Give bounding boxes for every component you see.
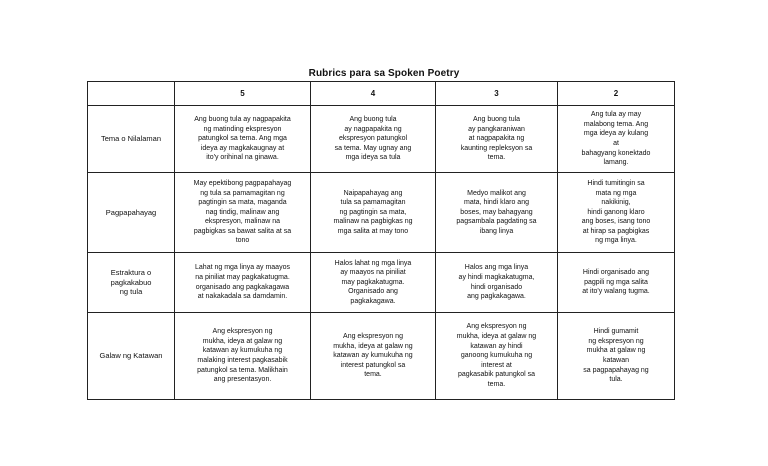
rubric-title: Rubrics para sa Spoken Poetry: [308, 68, 460, 79]
header-score-3: 3: [436, 82, 558, 106]
rubric-cell: Ang ekspresyon ng mukha, ideya at galaw ng katawan ay kumukuha ng malaking interest pagkasabik patungkol sa tema. Malikhain ang presentasyon.: [175, 313, 311, 400]
header-criterion: [88, 82, 175, 106]
rubric-cell: Hindi tumitingin sa mata ng mga nakikinig, hindi ganong klaro ang boses, isang tono at hirap sa pagbigkas ng mga linya.: [558, 173, 675, 253]
table-row: [88, 173, 675, 253]
rubric-cell: May epektibong pagpapahayag ng tula sa pamamagitan ng pagtingin sa mata, maganda nag tindig, malinaw ang ekspresyon, malinaw na pagbigkas sa bawat salita at sa tono: [175, 173, 311, 253]
rubric-cell: Ang ekspresyon ng mukha, ideya at galaw ng katawan ay kumukuha ng interest patungkol sa tema.: [311, 313, 436, 400]
table-row: [88, 106, 675, 173]
rubric-cell: Ang buong tula ay nagpapakita ng matinding ekspresyon patungkol sa tema. Ang mga ideya ay magkakaugnay at ito'y orihinal na ginawa.: [175, 106, 311, 173]
header-row: [88, 82, 675, 106]
rubric-cell: Ang buong tula ay pangkaraniwan at nagpapakita ng kaunting repleksyon sa tema.: [436, 106, 558, 173]
table-row: [88, 253, 675, 313]
rubric-cell: Hindi gumamit ng ekspresyon ng mukha at galaw ng katawan sa pagpapahayag ng tula.: [558, 313, 675, 400]
header-score-5: 5: [175, 82, 311, 106]
rubric-cell: Halos ang mga linya ay hindi magkakatugma, hindi organisado ang pagkakagawa.: [436, 253, 558, 313]
criterion-label: Pagpapahayag: [88, 173, 175, 253]
criterion-label: Tema o Nilalaman: [88, 106, 175, 173]
rubric-cell: Ang ekspresyon ng mukha, ideya at galaw ng katawan ay hindi ganoong kumukuha ng interest at pagkasabik patungkol sa tema.: [436, 313, 558, 400]
header-score-4: 4: [311, 82, 436, 106]
header-score-2: 2: [558, 82, 675, 106]
rubric-cell: Lahat ng mga linya ay maayos na piniliat may pagkakatugma. organisado ang pagkakagawa at nakakadala sa damdamin.: [175, 253, 311, 313]
rubric-cell: Medyo malikot ang mata, hindi klaro ang boses, may bahagyang pagsambala pagdating sa ibang linya: [436, 173, 558, 253]
rubric-cell: Naipapahayag ang tula sa pamamagitan ng pagtingin sa mata, malinaw na pagbigkas ng mga salita at may tono: [311, 173, 436, 253]
rubric-cell: Hindi organisado ang pagpili ng mga salita at ito'y walang tugma.: [558, 253, 675, 313]
criterion-label: Galaw ng Katawan: [88, 313, 175, 400]
rubric-cell: Ang tula ay may malabong tema. Ang mga ideya ay kulang at bahagyang konektado lamang.: [558, 106, 675, 173]
table-row: [88, 313, 675, 400]
rubric-cell: Halos lahat ng mga linya ay maayos na piniliat may pagkakatugma. Organisado ang pagkakagawa.: [311, 253, 436, 313]
criterion-label: Estraktura o pagkakabuo ng tula: [88, 253, 175, 313]
rubric-cell: Ang buong tula ay nagpapakita ng ekspresyon patungkol sa tema. May ugnay ang mga ideya sa tula: [311, 106, 436, 173]
rubric-table: [87, 81, 675, 400]
